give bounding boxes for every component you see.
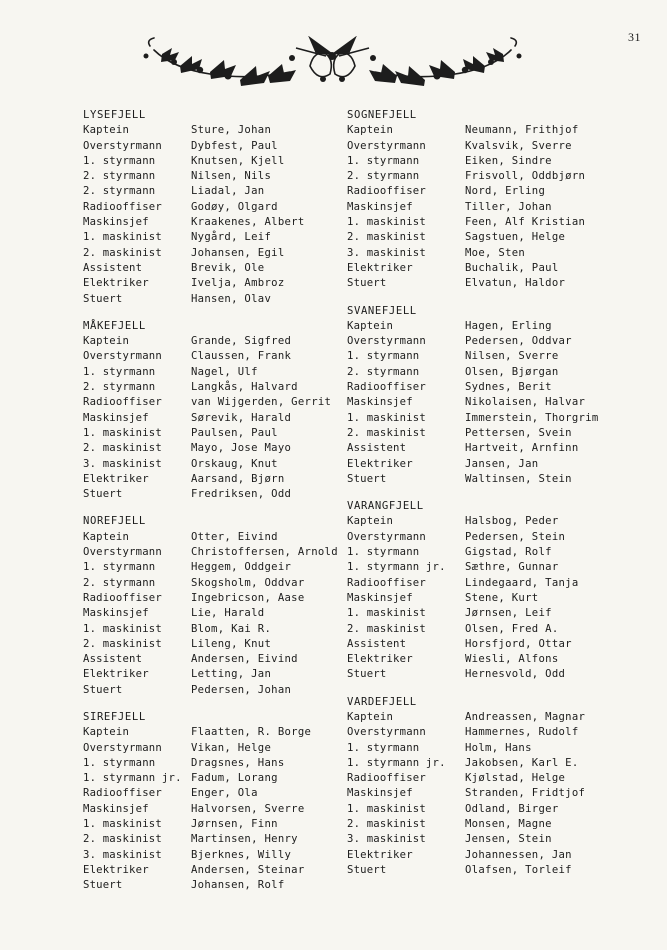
crew-role: Overstyrmann — [347, 335, 426, 348]
crew-row — [347, 817, 599, 832]
crew-role: Radiooffiser — [83, 396, 162, 409]
crew-row — [347, 139, 599, 154]
crew-role: Radiooffiser — [347, 381, 426, 394]
crew-row — [83, 832, 338, 847]
crew-name: Ivelja, Ambroz — [191, 277, 285, 290]
crew-role: Maskinsjef — [83, 607, 149, 620]
crew-row — [347, 514, 599, 529]
crew-name: Gigstad, Rolf — [465, 546, 552, 559]
crew-name: Olafsen, Torleif — [465, 863, 572, 876]
crew-row — [347, 123, 599, 138]
crew-row — [83, 457, 338, 472]
left-column — [83, 108, 338, 906]
crew-row — [347, 426, 599, 441]
crew-row — [83, 215, 338, 230]
crew-row — [83, 667, 338, 682]
crew-row — [83, 395, 338, 410]
crew-row — [347, 441, 599, 456]
crew-role: Stuert — [83, 292, 123, 305]
ship-section — [347, 695, 599, 879]
crew-row — [83, 123, 338, 138]
crew-role: Kaptein — [83, 335, 130, 348]
crew-role: 1. styrmann jr. — [83, 772, 182, 785]
crew-row — [347, 349, 599, 364]
crew-role: 1. maskinist — [347, 411, 426, 424]
crew-name: Hagen, Erling — [465, 319, 552, 332]
crew-row — [347, 365, 599, 380]
crew-row — [347, 606, 599, 621]
crew-name: Olsen, Bjørgan — [465, 365, 559, 378]
crew-name: Johansen, Rolf — [191, 879, 285, 892]
ship-section — [83, 514, 338, 698]
crew-row — [83, 560, 338, 575]
crew-row — [83, 848, 338, 863]
crew-role: Radiooffiser — [83, 200, 162, 213]
crew-name: Monsen, Magne — [465, 818, 552, 831]
crew-name: Nagel, Ulf — [191, 365, 258, 378]
crew-row — [83, 380, 338, 395]
crew-role: 1. styrmann — [83, 561, 156, 574]
crew-role: 1. maskinist — [83, 426, 162, 439]
crew-row — [83, 576, 338, 591]
crew-name: Hartveit, Arnfinn — [465, 442, 579, 455]
crew-role: Elektriker — [347, 261, 413, 274]
crew-row — [347, 637, 599, 652]
crew-row — [83, 334, 338, 349]
crew-role: Kaptein — [83, 124, 130, 137]
crew-name: Halsbog, Peder — [465, 515, 559, 528]
crew-name: Tiller, Johan — [465, 200, 552, 213]
crew-name: Blom, Kai R. — [191, 622, 272, 635]
crew-name: Immerstein, Thorgrim — [465, 411, 599, 424]
crew-row — [83, 261, 338, 276]
ship-name: SVANEFJELL — [347, 304, 417, 317]
crew-name: Liadal, Jan — [191, 185, 265, 198]
crew-name: Nygård, Leif — [191, 231, 272, 244]
crew-role: Radiooffiser — [347, 576, 426, 589]
crew-row — [83, 441, 338, 456]
crew-row — [347, 154, 599, 169]
crew-role: Elektriker — [83, 472, 149, 485]
ship-section — [347, 499, 599, 683]
crew-name: Enger, Ola — [191, 787, 258, 800]
crew-role: Maskinsjef — [83, 802, 149, 815]
crew-name: Sture, Johan — [191, 124, 272, 137]
crew-row — [83, 637, 338, 652]
crew-row — [83, 200, 338, 215]
crew-role: 1. maskinist — [83, 231, 162, 244]
crew-role: Kaptein — [347, 319, 394, 332]
crew-role: 1. maskinist — [347, 216, 426, 229]
crew-row — [83, 487, 338, 502]
crew-role: Kaptein — [347, 124, 394, 137]
crew-role: 1. styrmann — [83, 154, 156, 167]
crew-row — [83, 756, 338, 771]
crew-name: Claussen, Frank — [191, 350, 292, 363]
crew-row — [83, 878, 338, 893]
crew-role: 2. styrmann — [83, 576, 156, 589]
crew-row — [83, 652, 338, 667]
crew-row — [347, 545, 599, 560]
crew-name: Odland, Birger — [465, 802, 559, 815]
crew-role: Stuert — [347, 863, 387, 876]
crew-role: Stuert — [347, 277, 387, 290]
crew-name: Martinsen, Henry — [191, 833, 298, 846]
crew-name: Langkås, Halvard — [191, 381, 298, 394]
crew-row — [347, 230, 599, 245]
crew-row — [83, 817, 338, 832]
crew-role: 2. maskinist — [83, 442, 162, 455]
crew-name: Sydnes, Berit — [465, 381, 552, 394]
crew-row — [83, 426, 338, 441]
crew-name: Lileng, Knut — [191, 637, 272, 650]
crew-role: 2. maskinist — [83, 246, 162, 259]
crew-role: Assistent — [83, 261, 143, 274]
crew-row — [347, 319, 599, 334]
crew-row — [83, 184, 338, 199]
crew-name: Godøy, Olgard — [191, 200, 278, 213]
crew-row — [83, 472, 338, 487]
crew-row — [83, 591, 338, 606]
crew-name: Horsfjord, Ottar — [465, 637, 572, 650]
crew-row — [347, 725, 599, 740]
crew-row — [347, 591, 599, 606]
crew-name: Brevik, Ole — [191, 261, 265, 274]
crew-name: Hammernes, Rudolf — [465, 726, 579, 739]
crew-name: Letting, Jan — [191, 668, 272, 681]
crew-name: Nilsen, Sverre — [465, 350, 559, 363]
crew-role: 2. styrmann — [347, 365, 420, 378]
crew-role: 1. styrmann — [83, 756, 156, 769]
crew-row — [347, 276, 599, 291]
crew-name: Olsen, Fred A. — [465, 622, 559, 635]
crew-row — [83, 741, 338, 756]
crew-name: Halvorsen, Sverre — [191, 802, 305, 815]
crew-row — [83, 139, 338, 154]
ship-section — [83, 710, 338, 894]
crew-row — [347, 530, 599, 545]
crew-row — [347, 261, 599, 276]
crew-role: 3. maskinist — [83, 848, 162, 861]
crew-name: Waltinsen, Stein — [465, 472, 572, 485]
holly-bells-garland-icon — [140, 36, 525, 94]
crew-role: Maskinsjef — [83, 411, 149, 424]
crew-row — [347, 802, 599, 817]
crew-row — [347, 215, 599, 230]
crew-row — [347, 848, 599, 863]
crew-row — [83, 276, 338, 291]
crew-role: 2. maskinist — [347, 818, 426, 831]
crew-role: 1. styrmann jr. — [347, 561, 446, 574]
ship-name: NOREFJELL — [83, 515, 146, 528]
crew-name: Nord, Erling — [465, 185, 546, 198]
crew-role: Overstyrmann — [83, 741, 162, 754]
crew-name: Buchalik, Paul — [465, 261, 559, 274]
crew-name: Wiesli, Alfons — [465, 653, 559, 666]
crew-name: Pedersen, Stein — [465, 530, 566, 543]
crew-name: Otter, Eivind — [191, 530, 278, 543]
crew-row — [347, 334, 599, 349]
crew-role: Kaptein — [83, 726, 130, 739]
crew-name: Nikolaisen, Halvar — [465, 396, 586, 409]
crew-row — [83, 246, 338, 261]
crew-row — [347, 411, 599, 426]
crew-row — [347, 652, 599, 667]
crew-role: 2. maskinist — [347, 622, 426, 635]
crew-name: Jakobsen, Karl E. — [465, 756, 579, 769]
ship-section — [83, 319, 338, 503]
crew-name: Dragsnes, Hans — [191, 756, 285, 769]
crew-role: Maskinsjef — [347, 396, 413, 409]
ship-name: MÅKEFJELL — [83, 319, 146, 332]
crew-role: Elektriker — [83, 863, 149, 876]
crew-role: Elektriker — [83, 277, 149, 290]
crew-name: Moe, Sten — [465, 246, 526, 259]
crew-role: Assistent — [347, 442, 407, 455]
crew-row — [347, 771, 599, 786]
crew-role: 2. styrmann — [83, 381, 156, 394]
crew-name: Stene, Kurt — [465, 591, 539, 604]
crew-role: 3. maskinist — [347, 833, 426, 846]
crew-row — [347, 184, 599, 199]
crew-role: Elektriker — [347, 457, 413, 470]
crew-role: Overstyrmann — [83, 139, 162, 152]
crew-role: Maskinsjef — [347, 200, 413, 213]
crew-name: Mayo, Jose Mayo — [191, 442, 292, 455]
crew-role: Overstyrmann — [83, 350, 162, 363]
crew-role: 2. styrmann — [83, 185, 156, 198]
crew-row — [83, 545, 338, 560]
crew-role: 1. styrmann — [347, 350, 420, 363]
crew-row — [83, 622, 338, 637]
crew-role: 1. maskinist — [347, 607, 426, 620]
crew-role: Radiooffiser — [347, 185, 426, 198]
crew-name: Heggem, Oddgeir — [191, 561, 292, 574]
crew-name: Eiken, Sindre — [465, 154, 552, 167]
crew-name: Bjerknes, Willy — [191, 848, 292, 861]
crew-row — [347, 576, 599, 591]
crew-row — [83, 169, 338, 184]
crew-role: Elektriker — [347, 653, 413, 666]
crew-role: Elektriker — [347, 848, 413, 861]
crew-row — [347, 710, 599, 725]
crew-role: Kaptein — [83, 530, 130, 543]
ship-section — [347, 108, 599, 292]
ship-section — [347, 304, 599, 488]
crew-name: Skogsholm, Oddvar — [191, 576, 305, 589]
crew-role: 1. styrmann — [347, 154, 420, 167]
crew-role: 1. styrmann — [347, 546, 420, 559]
crew-role: 2. maskinist — [347, 231, 426, 244]
ship-name: VARDEFJELL — [347, 695, 417, 708]
crew-role: Stuert — [83, 488, 123, 501]
crew-role: 1. maskinist — [83, 622, 162, 635]
crew-name: Feen, Alf Kristian — [465, 216, 586, 229]
crew-row — [83, 863, 338, 878]
crew-name: Lie, Harald — [191, 607, 265, 620]
crew-role: 3. maskinist — [83, 457, 162, 470]
crew-name: Vikan, Helge — [191, 741, 272, 754]
crew-name: Lindegaard, Tanja — [465, 576, 579, 589]
crew-row — [347, 667, 599, 682]
crew-name: Elvatun, Haldor — [465, 277, 566, 290]
crew-role: Radiooffiser — [347, 772, 426, 785]
crew-row — [347, 457, 599, 472]
crew-role: Stuert — [347, 472, 387, 485]
crew-row — [347, 472, 599, 487]
crew-name: Johansen, Egil — [191, 246, 285, 259]
crew-role: 1. styrmann — [83, 365, 156, 378]
crew-role: Overstyrmann — [347, 139, 426, 152]
crew-role: Overstyrmann — [83, 546, 162, 559]
ship-name: LYSEFJELL — [83, 109, 146, 121]
crew-role: 2. maskinist — [83, 637, 162, 650]
crew-row — [83, 349, 338, 364]
crew-role: Stuert — [83, 683, 123, 696]
crew-name: Jørnsen, Leif — [465, 607, 552, 620]
page-number: 31 — [628, 30, 641, 44]
crew-name: Sørevik, Harald — [191, 411, 292, 424]
ship-section — [83, 108, 338, 307]
crew-name: Sæthre, Gunnar — [465, 561, 559, 574]
crew-row — [347, 863, 599, 878]
crew-row — [347, 200, 599, 215]
crew-row — [83, 292, 338, 307]
crew-name: Fredriksen, Odd — [191, 488, 292, 501]
crew-role: Assistent — [83, 653, 143, 666]
crew-name: Fadum, Lorang — [191, 772, 278, 785]
crew-name: Orskaug, Knut — [191, 457, 278, 470]
crew-name: Hansen, Olav — [191, 292, 272, 305]
crew-row — [83, 230, 338, 245]
crew-role: 2. maskinist — [83, 833, 162, 846]
crew-name: Jansen, Jan — [465, 457, 539, 470]
crew-role: Radiooffiser — [83, 591, 162, 604]
crew-row — [83, 725, 338, 740]
crew-role: 2. styrmann — [83, 170, 156, 183]
crew-role: Overstyrmann — [347, 530, 426, 543]
crew-name: Kvalsvik, Sverre — [465, 139, 572, 152]
crew-role: Stuert — [347, 668, 387, 681]
crew-row — [83, 802, 338, 817]
crew-name: Grande, Sigfred — [191, 335, 292, 348]
crew-row — [347, 380, 599, 395]
crew-name: Sagstuen, Helge — [465, 231, 566, 244]
crew-role: 1. styrmann jr. — [347, 756, 446, 769]
crew-role: 2. maskinist — [347, 426, 426, 439]
crew-row — [83, 683, 338, 698]
crew-row — [347, 169, 599, 184]
crew-role: 1. maskinist — [83, 818, 162, 831]
crew-name: Holm, Hans — [465, 741, 532, 754]
crew-row — [83, 771, 338, 786]
crew-role: Stuert — [83, 879, 123, 892]
ship-name: SIREFJELL — [83, 710, 146, 723]
crew-row — [347, 622, 599, 637]
crew-row — [83, 530, 338, 545]
crew-name: Frisvoll, Oddbjørn — [465, 170, 586, 183]
crew-row — [347, 786, 599, 801]
ship-name: SOGNEFJELL — [347, 109, 417, 121]
crew-row — [347, 756, 599, 771]
crew-name: Hernesvold, Odd — [465, 668, 566, 681]
ship-name: VARANGFJELL — [347, 500, 424, 513]
crew-name: Kjølstad, Helge — [465, 772, 566, 785]
crew-name: Pedersen, Johan — [191, 683, 292, 696]
crew-name: Aarsand, Bjørn — [191, 472, 285, 485]
crew-name: Neumann, Frithjof — [465, 124, 579, 137]
crew-name: Jørnsen, Finn — [191, 818, 278, 831]
crew-name: Johannessen, Jan — [465, 848, 572, 861]
crew-name: Christoffersen, Arnold — [191, 546, 338, 559]
crew-row — [347, 560, 599, 575]
crew-name: Flaatten, R. Borge — [191, 726, 312, 739]
crew-role: Radiooffiser — [83, 787, 162, 800]
crew-name: van Wijgerden, Gerrit — [191, 396, 332, 409]
crew-row — [347, 741, 599, 756]
crew-role: Overstyrmann — [347, 726, 426, 739]
crew-name: Stranden, Fridtjof — [465, 787, 586, 800]
crew-name: Ingebricson, Aase — [191, 591, 305, 604]
crew-role: 3. maskinist — [347, 246, 426, 259]
crew-row — [347, 395, 599, 410]
right-column — [347, 108, 599, 890]
crew-name: Nilsen, Nils — [191, 170, 272, 183]
crew-role: Elektriker — [83, 668, 149, 681]
crew-name: Andersen, Eivind — [191, 653, 298, 666]
crew-row — [83, 606, 338, 621]
crew-name: Pedersen, Oddvar — [465, 335, 572, 348]
crew-row — [347, 832, 599, 847]
crew-role: 1. maskinist — [347, 802, 426, 815]
crew-name: Andersen, Steinar — [191, 863, 305, 876]
crew-name: Paulsen, Paul — [191, 426, 278, 439]
crew-role: Maskinsjef — [347, 591, 413, 604]
crew-name: Andreassen, Magnar — [465, 710, 586, 723]
crew-row — [83, 411, 338, 426]
crew-role: Assistent — [347, 637, 407, 650]
crew-role: 2. styrmann — [347, 170, 420, 183]
crew-row — [347, 246, 599, 261]
crew-name: Dybfest, Paul — [191, 139, 278, 152]
crew-role: 1. styrmann — [347, 741, 420, 754]
crew-role: Kaptein — [347, 710, 394, 723]
crew-role: Kaptein — [347, 515, 394, 528]
crew-row — [83, 786, 338, 801]
crew-name: Knutsen, Kjell — [191, 154, 285, 167]
crew-row — [83, 365, 338, 380]
crew-role: Maskinsjef — [347, 787, 413, 800]
crew-name: Pettersen, Svein — [465, 426, 572, 439]
crew-name: Jensen, Stein — [465, 833, 552, 846]
crew-name: Kraakenes, Albert — [191, 216, 305, 229]
crew-row — [83, 154, 338, 169]
crew-role: Maskinsjef — [83, 216, 149, 229]
